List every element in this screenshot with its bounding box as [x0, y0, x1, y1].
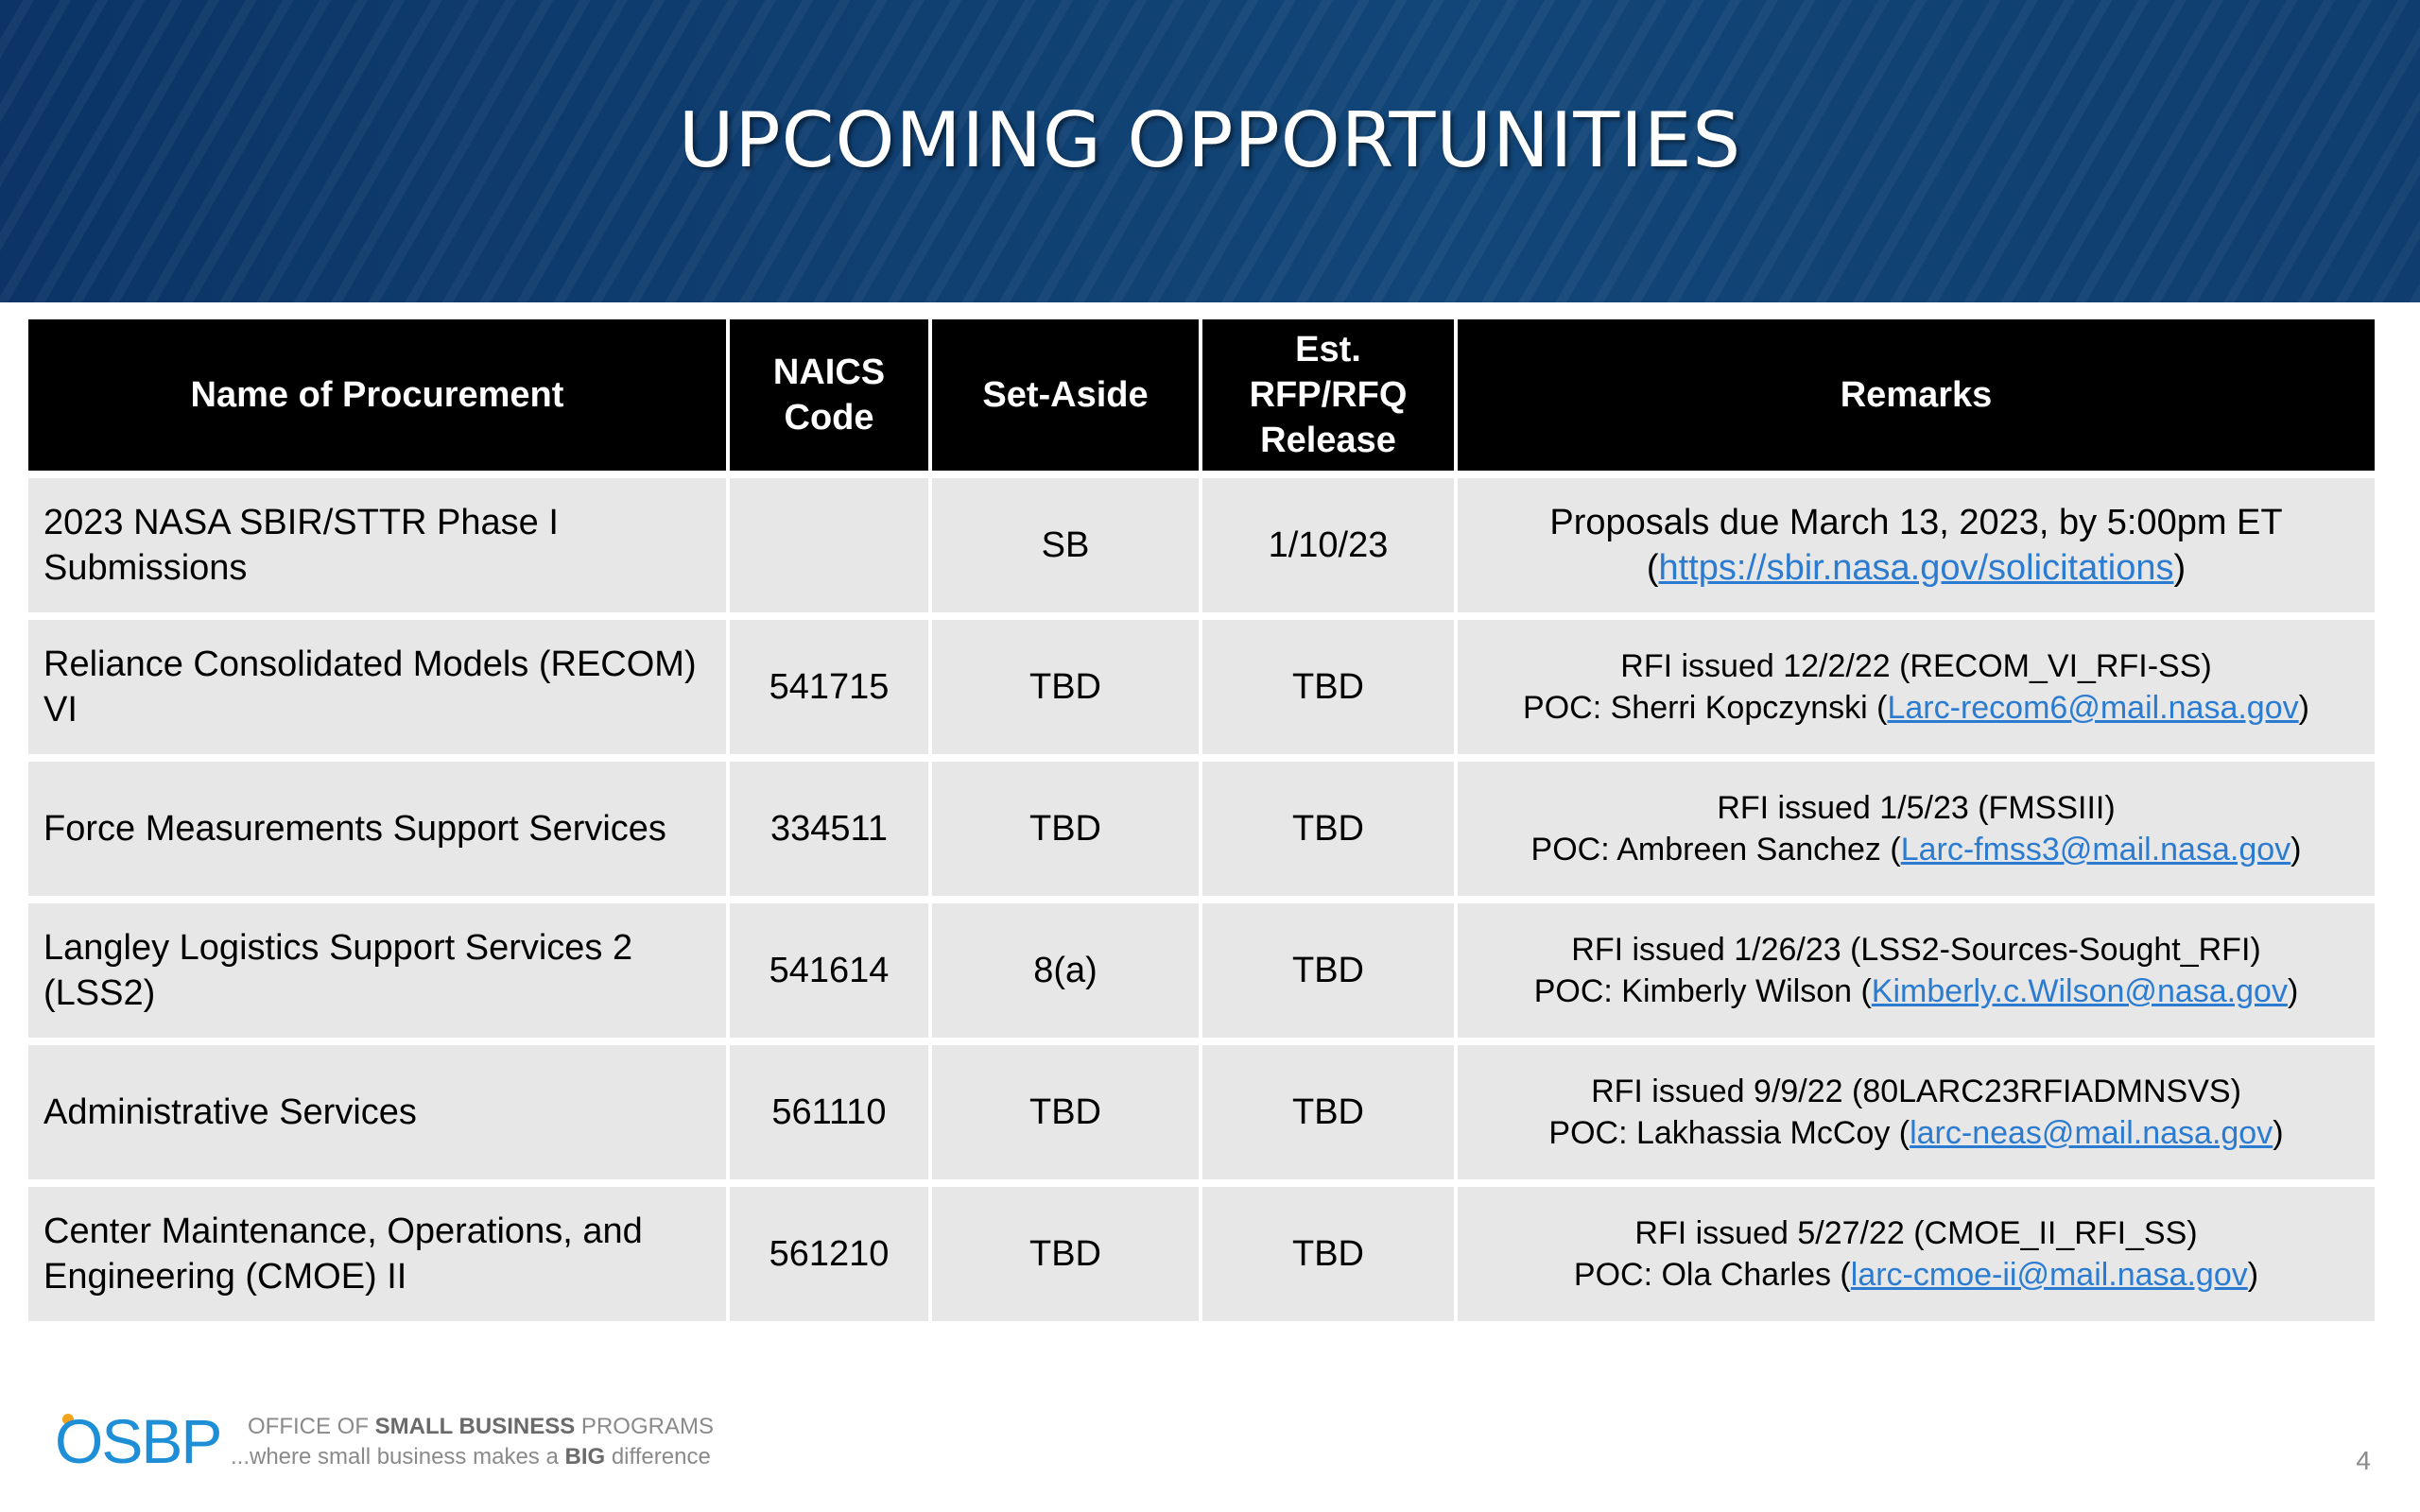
remarks [1458, 478, 2375, 612]
remarks-line: RFI issued 1/26/23 (LSS2-Sources-Sought_RFI) [1571, 932, 2261, 968]
remarks-prefix: POC: Ola Charles ( [1573, 1257, 1851, 1293]
opportunities-table-container [28, 319, 2367, 1329]
set-aside: 8(a) [932, 903, 1199, 1038]
remarks-suffix: ) [2247, 1257, 2259, 1293]
remarks-line: RFI issued 9/9/22 (80LARC23RFIADMNSVS) [1591, 1074, 2241, 1109]
column-header-release: Est. RFP/RFQ Release [1202, 319, 1454, 471]
page-number: 4 [2356, 1446, 2371, 1475]
remarks-suffix: ) [2173, 548, 2187, 588]
release-date: TBD [1202, 762, 1454, 896]
poc-email-link[interactable]: Larc-fmss3@mail.nasa.gov [1900, 832, 2291, 868]
column-header-remarks: Remarks [1458, 319, 2375, 471]
opportunities-table [25, 312, 2378, 1329]
poc-email-link[interactable]: larc-cmoe-ii@mail.nasa.gov [1850, 1257, 2248, 1293]
osbp-logo-mark: OSBP [55, 1406, 221, 1476]
poc-email-link[interactable]: Kimberly.c.Wilson@nasa.gov [1871, 973, 2288, 1009]
procurement-name: 2023 NASA SBIR/STTR Phase I Submissions [28, 478, 726, 612]
table-header-row [28, 319, 2375, 471]
release-date: TBD [1202, 1045, 1454, 1179]
column-header-name: Name of Procurement [28, 319, 726, 471]
naics-code: 541614 [730, 903, 928, 1038]
table-row [28, 1187, 2375, 1321]
remarks-suffix: ) [2287, 973, 2299, 1009]
release-date: TBD [1202, 1187, 1454, 1321]
remarks [1458, 903, 2375, 1038]
naics-code: 561110 [730, 1045, 928, 1179]
table-row [28, 1045, 2375, 1179]
remarks-prefix: POC: Lakhassia McCoy ( [1548, 1115, 1910, 1151]
remarks-line: Proposals due March 13, 2023, by 5:00pm ET [1549, 503, 2283, 542]
logo-text-part: OFFICE OF [248, 1414, 375, 1439]
procurement-name: Force Measurements Support Services [28, 762, 726, 896]
procurement-name: Reliance Consolidated Models (RECOM) VI [28, 620, 726, 754]
release-date: 1/10/23 [1202, 478, 1454, 612]
logo-text-part: PROGRAMS [575, 1414, 714, 1439]
poc-email-link[interactable]: Larc-recom6@mail.nasa.gov [1887, 690, 2299, 726]
remarks-suffix: ) [2298, 690, 2309, 726]
remarks-prefix: POC: Ambreen Sanchez ( [1530, 832, 1901, 868]
naics-code: 561210 [730, 1187, 928, 1321]
naics-code: 541715 [730, 620, 928, 754]
release-date: TBD [1202, 903, 1454, 1038]
set-aside: SB [932, 478, 1199, 612]
set-aside: TBD [932, 1187, 1199, 1321]
remarks [1458, 1187, 2375, 1321]
remarks-line: RFI issued 1/5/23 (FMSSIII) [1717, 790, 2116, 826]
osbp-logo [55, 1406, 717, 1482]
remarks-prefix: POC: Kimberly Wilson ( [1533, 973, 1872, 1009]
procurement-name: Center Maintenance, Operations, and Engineering (CMOE) II [28, 1187, 726, 1321]
column-header-naics: NAICS Code [730, 319, 928, 471]
table-row [28, 620, 2375, 754]
slide-header-banner [0, 0, 2420, 302]
procurement-name: Langley Logistics Support Services 2 (LSS2) [28, 903, 726, 1038]
set-aside: TBD [932, 762, 1199, 896]
remarks-suffix: ) [2273, 1115, 2284, 1151]
table-row [28, 478, 2375, 612]
table-row [28, 903, 2375, 1038]
naics-code [730, 478, 928, 612]
remarks [1458, 1045, 2375, 1179]
solicitations-link[interactable]: https://sbir.nasa.gov/solicitations [1658, 548, 2174, 588]
remarks [1458, 620, 2375, 754]
remarks-prefix: ( [1646, 548, 1659, 588]
logo-text-part: ...where small business makes a [231, 1444, 565, 1469]
logo-text-part: SMALL BUSINESS [374, 1414, 576, 1439]
remarks-line: RFI issued 12/2/22 (RECOM_VI_RFI-SS) [1620, 648, 2212, 684]
remarks [1458, 762, 2375, 896]
naics-code: 334511 [730, 762, 928, 896]
logo-text-part: difference [605, 1444, 711, 1469]
table-row [28, 762, 2375, 896]
logo-text-part: BIG [564, 1444, 606, 1469]
column-header-set-aside: Set-Aside [932, 319, 1199, 471]
procurement-name: Administrative Services [28, 1045, 726, 1179]
set-aside: TBD [932, 620, 1199, 754]
page-title: UPCOMING OPPORTUNITIES [678, 96, 1742, 184]
remarks-suffix: ) [2290, 832, 2302, 868]
logo-tagline-motto [231, 1444, 711, 1470]
release-date: TBD [1202, 620, 1454, 754]
set-aside: TBD [932, 1045, 1199, 1179]
poc-email-link[interactable]: larc-neas@mail.nasa.gov [1910, 1115, 2273, 1151]
remarks-line: RFI issued 5/27/22 (CMOE_II_RFI_SS) [1634, 1215, 2198, 1251]
logo-tagline-office [248, 1414, 714, 1440]
remarks-prefix: POC: Sherri Kopczynski ( [1523, 690, 1888, 726]
